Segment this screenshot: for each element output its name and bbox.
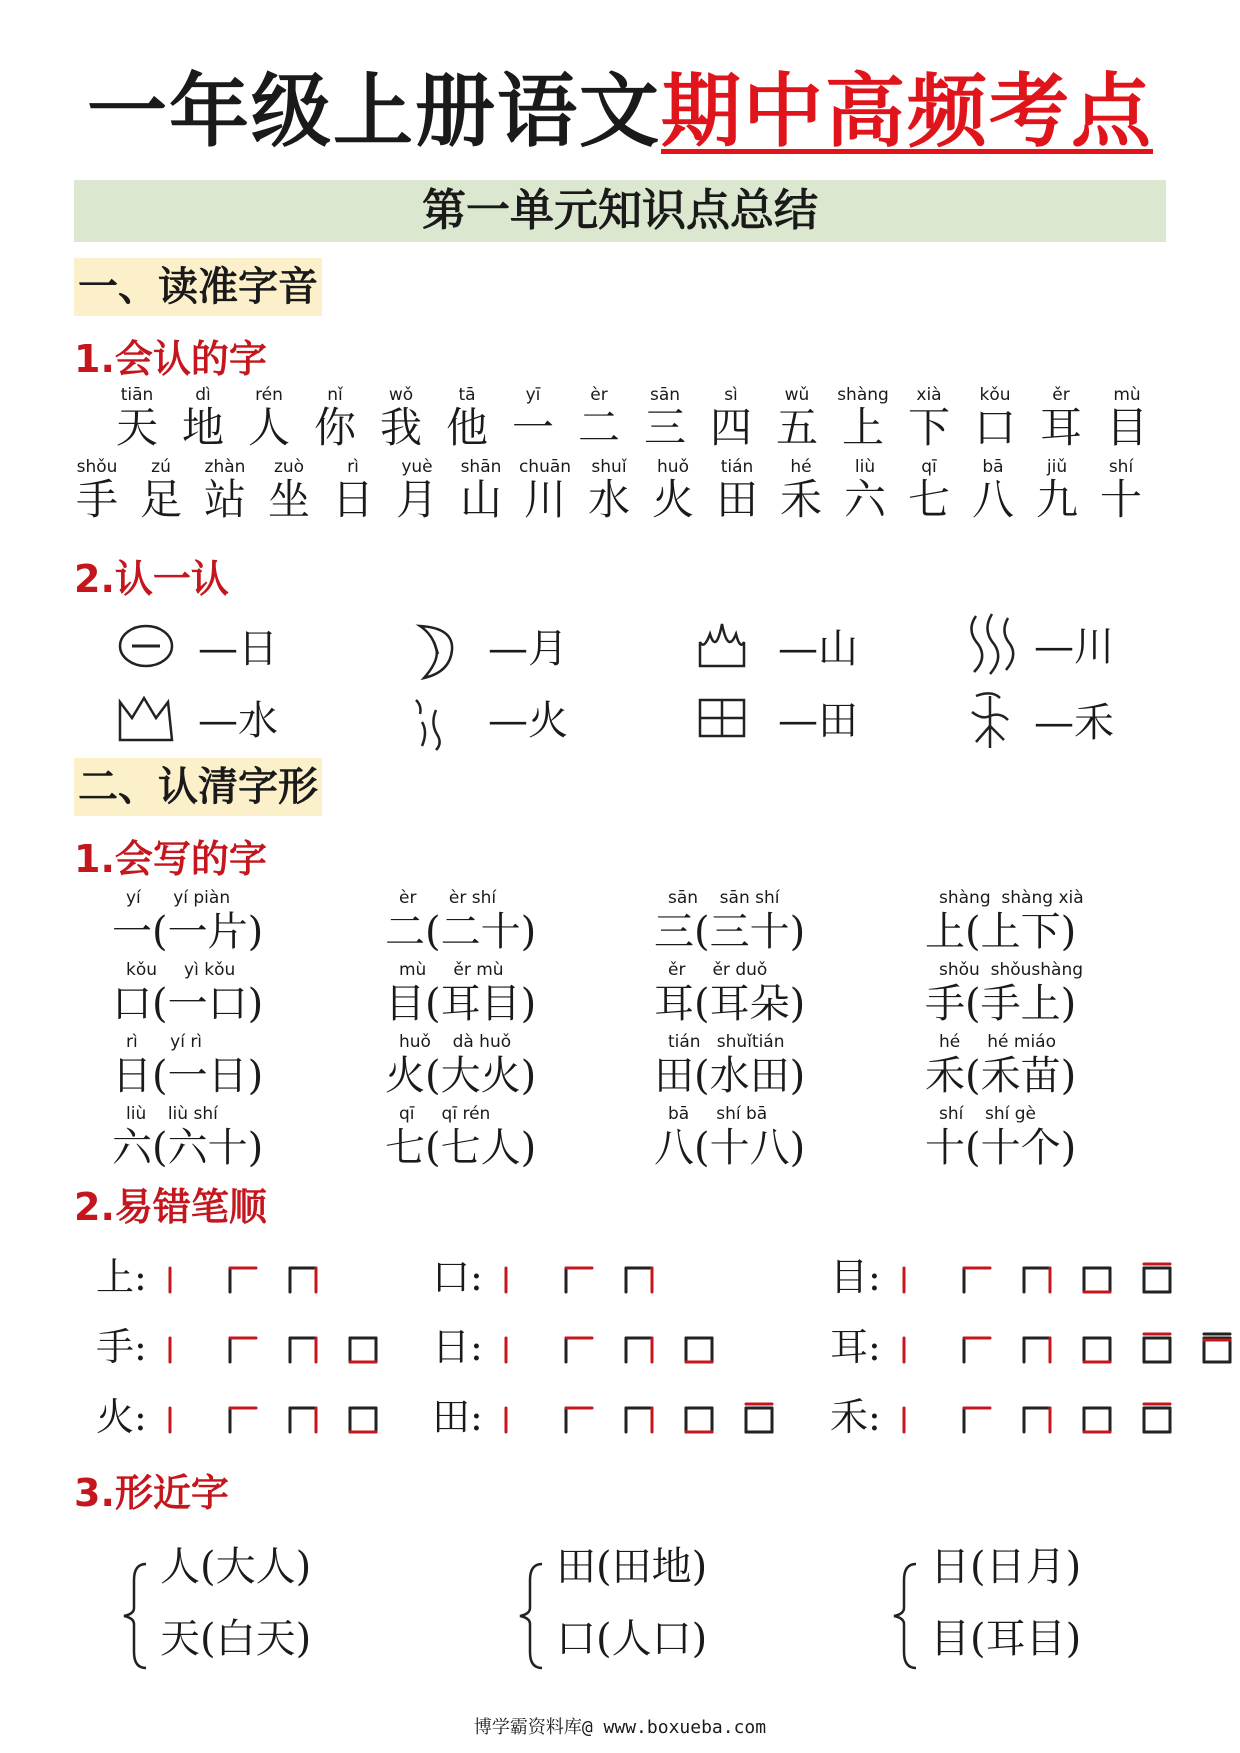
word-pinyin: rì yí rì xyxy=(126,1032,203,1052)
char-hanzi: 九 xyxy=(1035,475,1078,524)
word-pinyin: qī qī rén xyxy=(399,1104,491,1124)
stroke-steps-icon xyxy=(892,1324,1240,1374)
stroke-step xyxy=(566,1408,592,1432)
subheading-stroke-order: 2.易错笔顺 xyxy=(74,1185,267,1229)
stroke-char: 手: xyxy=(96,1325,147,1369)
word-pinyin: shí shí gè xyxy=(939,1104,1036,1124)
char-cell xyxy=(513,457,577,523)
similar-group-1 xyxy=(120,1540,420,1690)
word-hanzi: 三(三十) xyxy=(654,909,806,955)
char-pinyin: ěr xyxy=(1052,385,1070,405)
char-cell xyxy=(1095,385,1159,451)
ancient-label: —日 xyxy=(198,626,278,672)
stroke-steps-icon xyxy=(158,1394,398,1444)
char-cell xyxy=(385,457,449,523)
section-heading-shape: 二、认清字形 xyxy=(74,758,322,816)
char-pinyin: èr xyxy=(590,385,608,405)
char-hanzi: 耳 xyxy=(1039,403,1082,452)
write-word xyxy=(112,888,263,956)
word-pinyin: liù liù shí xyxy=(126,1104,218,1124)
word-pinyin: shǒu shǒushàng xyxy=(939,960,1084,980)
ancient-label: —月 xyxy=(488,626,568,672)
char-pinyin: huǒ xyxy=(657,457,689,477)
char-cell xyxy=(699,385,763,451)
river-glyph-icon xyxy=(966,610,1036,680)
char-pinyin: bā xyxy=(982,457,1004,477)
word-hanzi: 耳(耳朵) xyxy=(654,981,806,1027)
word-pinyin: huǒ dà huǒ xyxy=(399,1032,512,1052)
section-heading-pronunciation: 一、读准字音 xyxy=(74,258,322,316)
stroke-step xyxy=(1144,1264,1170,1292)
title-red: 期中高频考点 xyxy=(661,65,1153,158)
stroke-step xyxy=(1024,1268,1050,1292)
char-hanzi: 三 xyxy=(643,403,686,452)
ancient-label: —水 xyxy=(198,698,278,744)
char-pinyin: shǒu xyxy=(76,457,118,477)
char-hanzi: 日 xyxy=(331,475,374,524)
stroke-char: 目: xyxy=(830,1255,881,1299)
char-cell xyxy=(833,457,897,523)
word-pinyin: tián shuǐtián xyxy=(668,1032,785,1052)
ancient-pair-sun xyxy=(116,620,386,680)
char-hanzi: 十 xyxy=(1099,475,1142,524)
ancient-label: —禾 xyxy=(1034,700,1114,746)
char-pinyin: yuè xyxy=(401,457,433,477)
char-cell xyxy=(641,457,705,523)
stroke-step xyxy=(230,1338,256,1362)
char-hanzi: 二 xyxy=(577,403,620,452)
char-hanzi: 川 xyxy=(523,475,566,524)
unit-banner: 第一单元知识点总结 xyxy=(74,180,1166,242)
similar-word-a: 日(日月) xyxy=(930,1544,1082,1590)
recognize-row-2 xyxy=(65,457,1165,527)
stroke-step xyxy=(686,1338,712,1362)
stroke-steps-icon xyxy=(158,1254,338,1304)
stroke-char: 日: xyxy=(432,1325,483,1369)
write-word xyxy=(385,1104,536,1172)
char-cell xyxy=(831,385,895,451)
word-hanzi: 口(一口) xyxy=(112,981,264,1027)
similar-group-3 xyxy=(890,1540,1190,1690)
stroke-char: 上: xyxy=(96,1255,147,1299)
char-hanzi: 禾 xyxy=(779,475,822,524)
char-hanzi: 月 xyxy=(395,475,438,524)
word-pinyin: kǒu yì kǒu xyxy=(126,960,236,980)
subheading-similar-chars: 3.形近字 xyxy=(74,1471,229,1515)
word-hanzi: 目(耳目) xyxy=(385,981,537,1027)
ancient-pair-grain xyxy=(966,686,1236,746)
stroke-steps-icon xyxy=(158,1324,398,1374)
write-word xyxy=(654,1032,805,1100)
brace-icon xyxy=(120,1540,160,1690)
char-cell xyxy=(171,385,235,451)
ancient-label: —川 xyxy=(1034,624,1114,670)
char-hanzi: 四 xyxy=(709,403,752,452)
stroke-step xyxy=(1144,1334,1170,1362)
char-hanzi: 目 xyxy=(1105,403,1148,452)
char-cell xyxy=(257,457,321,523)
char-cell xyxy=(449,457,513,523)
write-word xyxy=(925,1104,1076,1172)
char-pinyin: qī xyxy=(921,457,937,477)
char-cell xyxy=(961,457,1025,523)
word-pinyin: ěr ěr duǒ xyxy=(668,960,768,980)
word-pinyin: sān sān shí xyxy=(668,888,780,908)
char-hanzi: 田 xyxy=(715,475,758,524)
char-hanzi: 他 xyxy=(445,403,488,452)
brace-icon xyxy=(516,1540,556,1690)
char-pinyin: shuǐ xyxy=(591,457,627,477)
char-hanzi: 人 xyxy=(247,403,290,452)
fire-glyph-icon xyxy=(406,692,476,752)
stroke-step xyxy=(1084,1408,1110,1432)
char-pinyin: yī xyxy=(525,385,541,405)
char-cell xyxy=(897,457,961,523)
char-cell xyxy=(1089,457,1153,523)
char-cell xyxy=(321,457,385,523)
ancient-pair-water xyxy=(116,692,386,752)
word-pinyin: yí yí piàn xyxy=(126,888,231,908)
word-hanzi: 上(上下) xyxy=(925,909,1077,955)
char-hanzi: 手 xyxy=(75,475,118,524)
char-hanzi: 火 xyxy=(651,475,694,524)
stroke-step xyxy=(1204,1334,1230,1362)
char-hanzi: 八 xyxy=(971,475,1014,524)
word-hanzi: 二(二十) xyxy=(385,909,537,955)
stroke-char: 口: xyxy=(432,1255,483,1299)
char-pinyin: shàng xyxy=(837,385,889,405)
similar-word-b: 天(白天) xyxy=(160,1616,312,1662)
char-hanzi: 七 xyxy=(907,475,950,524)
stroke-step xyxy=(290,1408,316,1432)
write-word xyxy=(925,1032,1076,1100)
moon-glyph-icon xyxy=(406,620,476,680)
similar-word-b: 目(耳目) xyxy=(930,1616,1082,1662)
char-cell xyxy=(303,385,367,451)
footer-watermark: 博学霸资料库@ www.boxueba.com xyxy=(473,1717,767,1738)
char-pinyin: rén xyxy=(255,385,283,405)
similar-word-b: 口(人口) xyxy=(556,1616,708,1662)
write-word xyxy=(385,960,536,1028)
word-hanzi: 日(一日) xyxy=(112,1053,264,1099)
word-pinyin: hé hé miáo xyxy=(939,1032,1056,1052)
stroke-step xyxy=(1144,1404,1170,1432)
word-pinyin: mù ěr mù xyxy=(399,960,504,980)
similar-group-2 xyxy=(516,1540,816,1690)
char-hanzi: 天 xyxy=(115,403,158,452)
stroke-step xyxy=(964,1338,990,1362)
stroke-step xyxy=(230,1408,256,1432)
stroke-steps-icon xyxy=(892,1254,1192,1304)
stroke-step xyxy=(686,1408,712,1432)
char-pinyin: wǔ xyxy=(784,385,810,405)
char-cell xyxy=(105,385,169,451)
stroke-steps-icon xyxy=(494,1324,734,1374)
char-pinyin: xià xyxy=(916,385,942,405)
stroke-char: 火: xyxy=(96,1395,147,1439)
stroke-char: 田: xyxy=(432,1395,483,1439)
char-hanzi: 水 xyxy=(587,475,630,524)
write-words-grid xyxy=(0,888,1240,1188)
char-pinyin: kǒu xyxy=(979,385,1011,405)
stroke-steps-icon xyxy=(494,1394,794,1444)
char-pinyin: hé xyxy=(790,457,812,477)
write-word xyxy=(925,960,1083,1028)
stroke-step xyxy=(1084,1268,1110,1292)
subheading-recognize-chars: 1.会认的字 xyxy=(74,337,267,381)
stroke-steps-icon xyxy=(892,1394,1192,1444)
char-pinyin: shí xyxy=(1108,457,1134,477)
recognize-row-1 xyxy=(105,385,1165,455)
grain-glyph-icon xyxy=(966,686,1036,756)
char-cell xyxy=(65,457,129,523)
char-pinyin: sān xyxy=(649,385,681,405)
word-hanzi: 田(水田) xyxy=(654,1053,806,1099)
char-pinyin: mù xyxy=(1113,385,1141,405)
char-pinyin: chuān xyxy=(518,457,572,477)
stroke-step xyxy=(350,1338,376,1362)
write-word xyxy=(925,888,1084,956)
stroke-step xyxy=(290,1338,316,1362)
stroke-step xyxy=(566,1268,592,1292)
char-cell xyxy=(1025,457,1089,523)
char-hanzi: 五 xyxy=(775,403,818,452)
char-pinyin: shān xyxy=(460,457,502,477)
ancient-label: —火 xyxy=(488,698,568,744)
write-word xyxy=(654,888,805,956)
char-pinyin: zú xyxy=(151,457,171,477)
char-cell xyxy=(633,385,697,451)
char-pinyin: rì xyxy=(347,457,359,477)
write-word xyxy=(112,1104,263,1172)
char-cell xyxy=(193,457,257,523)
word-hanzi: 七(七人) xyxy=(385,1125,537,1171)
stroke-step xyxy=(290,1268,316,1292)
char-hanzi: 坐 xyxy=(267,475,310,524)
ancient-pair-moon xyxy=(406,620,676,680)
mountain-glyph-icon xyxy=(696,620,766,680)
water-glyph-icon xyxy=(116,692,186,752)
stroke-step xyxy=(566,1338,592,1362)
stroke-step xyxy=(1084,1338,1110,1362)
char-cell xyxy=(897,385,961,451)
subheading-ancient-forms: 2.认一认 xyxy=(74,557,229,601)
char-hanzi: 站 xyxy=(203,475,246,524)
ancient-pair-fire xyxy=(406,692,676,752)
char-pinyin: zhàn xyxy=(204,457,246,477)
char-pinyin: tiān xyxy=(120,385,154,405)
char-hanzi: 口 xyxy=(973,403,1016,452)
char-cell xyxy=(501,385,565,451)
char-cell xyxy=(765,385,829,451)
char-pinyin: tián xyxy=(720,457,754,477)
stroke-step xyxy=(964,1408,990,1432)
char-cell xyxy=(1029,385,1093,451)
word-hanzi: 一(一片) xyxy=(112,909,264,955)
sun-glyph-icon xyxy=(116,620,186,680)
stroke-steps-icon xyxy=(494,1254,674,1304)
char-hanzi: 六 xyxy=(843,475,886,524)
char-hanzi: 上 xyxy=(841,403,884,452)
word-pinyin: shàng shàng xià xyxy=(939,888,1084,908)
stroke-step xyxy=(626,1338,652,1362)
char-pinyin: wǒ xyxy=(388,385,414,405)
char-pinyin: zuò xyxy=(273,457,305,477)
page-title xyxy=(0,62,1240,162)
ancient-pair-field xyxy=(696,692,966,752)
char-pinyin: dì xyxy=(195,385,211,405)
char-cell xyxy=(705,457,769,523)
char-pinyin: liù xyxy=(854,457,876,477)
word-hanzi: 手(手上) xyxy=(925,981,1077,1027)
brace-icon xyxy=(890,1540,930,1690)
char-cell xyxy=(567,385,631,451)
similar-word-a: 田(田地) xyxy=(556,1544,708,1590)
subheading-write-chars: 1.会写的字 xyxy=(74,837,267,881)
write-word xyxy=(654,960,805,1028)
write-word xyxy=(112,960,263,1028)
stroke-step xyxy=(964,1268,990,1292)
char-pinyin: tā xyxy=(458,385,476,405)
word-hanzi: 十(十个) xyxy=(925,1125,1077,1171)
similar-word-a: 人(大人) xyxy=(160,1544,312,1590)
stroke-step xyxy=(230,1268,256,1292)
stroke-order-grid xyxy=(0,1252,1240,1472)
stroke-step xyxy=(626,1408,652,1432)
char-hanzi: 下 xyxy=(907,403,950,452)
word-hanzi: 六(六十) xyxy=(112,1125,264,1171)
ancient-pair-river xyxy=(966,610,1236,670)
stroke-step xyxy=(1024,1338,1050,1362)
stroke-step xyxy=(746,1404,772,1432)
word-hanzi: 八(十八) xyxy=(654,1125,806,1171)
word-hanzi: 禾(禾苗) xyxy=(925,1053,1077,1099)
write-word xyxy=(385,1032,536,1100)
char-cell xyxy=(237,385,301,451)
char-cell xyxy=(577,457,641,523)
char-cell xyxy=(435,385,499,451)
ancient-label: —山 xyxy=(778,626,858,672)
word-pinyin: bā shí bā xyxy=(668,1104,768,1124)
stroke-step xyxy=(626,1268,652,1292)
char-cell xyxy=(369,385,433,451)
ancient-pair-mountain xyxy=(696,620,966,680)
char-hanzi: 一 xyxy=(511,403,554,452)
stroke-char: 禾: xyxy=(830,1395,881,1439)
write-word xyxy=(385,888,536,956)
write-word xyxy=(654,1104,805,1172)
word-pinyin: èr èr shí xyxy=(399,888,497,908)
word-hanzi: 火(大火) xyxy=(385,1053,537,1099)
char-hanzi: 你 xyxy=(313,403,356,452)
char-hanzi: 我 xyxy=(379,403,422,452)
ancient-label: —田 xyxy=(778,698,858,744)
char-cell xyxy=(769,457,833,523)
char-pinyin: sì xyxy=(724,385,738,405)
char-pinyin: nǐ xyxy=(327,385,343,405)
stroke-char: 耳: xyxy=(830,1325,881,1369)
field-glyph-icon xyxy=(696,692,766,752)
char-hanzi: 地 xyxy=(181,403,224,452)
stroke-step xyxy=(350,1408,376,1432)
char-cell xyxy=(129,457,193,523)
title-black: 一年级上册语文 xyxy=(87,65,661,158)
write-word xyxy=(112,1032,263,1100)
stroke-step xyxy=(1024,1408,1050,1432)
char-cell xyxy=(963,385,1027,451)
char-hanzi: 足 xyxy=(139,475,182,524)
char-hanzi: 山 xyxy=(459,475,502,524)
char-pinyin: jiǔ xyxy=(1046,457,1068,477)
